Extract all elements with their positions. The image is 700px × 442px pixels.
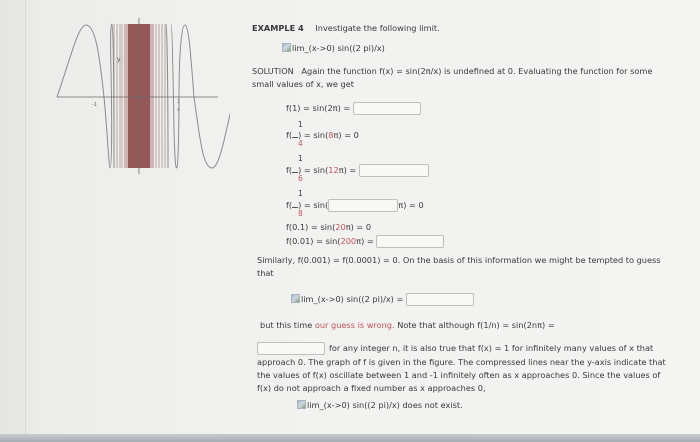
fraction-denominator: 6 (298, 174, 303, 183)
answer-input-sin-2npi[interactable] (257, 342, 325, 355)
pos-tick-label: 1 (177, 99, 181, 105)
conclusion-line-3: approach 0. The graph of f is given in the figure. The compressed lines near the y-axis indicate that (257, 357, 666, 367)
example-heading (252, 23, 440, 33)
similarly-line-1: Similarly, f(0.001) = f(0.0001) = 0. On the basis of this information we might be tempted to guess (257, 255, 661, 265)
solution-label: SOLUTION (252, 66, 294, 76)
broken-image-icon (297, 400, 306, 409)
eval-row-2: f( ) = sin(8π) = 0 (286, 130, 359, 140)
fraction-numerator: 1 (298, 120, 303, 129)
fraction-denominator: 8 (298, 209, 303, 218)
answer-input-sin-200pi[interactable] (376, 235, 444, 248)
answer-input-sin-2pi[interactable] (353, 102, 421, 115)
answer-input-sin-12pi[interactable] (359, 164, 429, 177)
solution-line-1: SOLUTION Again the function f(x) = sin(2π/x) is undefined at 0. Evaluating the function for some (252, 66, 653, 76)
y-axis-label: y (117, 56, 121, 63)
bottom-edge-bar (0, 434, 700, 442)
eval-row-5: f(0.1) = sin(20π) = 0 (286, 222, 372, 232)
example-prompt: Investigate the following limit. (315, 23, 440, 33)
answer-input-limit-guess[interactable] (406, 293, 474, 306)
eval-row-3: f( ) = sin(12π) = (286, 164, 429, 177)
broken-image-icon (282, 43, 291, 52)
conclusion-line-5: f(x) do not approach a fixed number as x approaches 0, (257, 383, 486, 393)
neg-tick-label: -1 (92, 102, 97, 108)
example-label: EXAMPLE 4 (252, 23, 304, 33)
fraction-numerator: 1 (298, 154, 303, 163)
solution-line-2: small values of x, we get (252, 79, 354, 89)
final-statement: lim_(x->0) sin((2 pi)/x) does not exist. (297, 400, 463, 410)
eval-row-4: f( ) = sin( π) = 0 (286, 200, 424, 210)
limit-guess-line: lim_(x->0) sin((2 pi)/x) = (291, 293, 474, 306)
oscillation-band (114, 24, 165, 168)
x-axis-label: x (177, 107, 180, 113)
similarly-line-2: that (257, 268, 274, 278)
conclusion-line-2: for any integer n, it is also true that f(x) = 1 for infinitely many values of x that (257, 342, 653, 355)
sine-graph-figure (40, 10, 230, 180)
conclusion-line-4: the values of f(x) oscillate between 1 and -1 infinitely often as x approaches 0. Since the values of (257, 370, 661, 380)
eval-row-1: f(1) = sin(2π) = (286, 102, 421, 115)
answer-input-sin-coefficient[interactable] (328, 199, 398, 212)
fraction-denominator: 4 (298, 139, 303, 148)
conclusion-line-1: but this time our guess is wrong. Note that although f(1/n) = sin(2nπ) = (260, 320, 555, 330)
limit-expression-1: lim_(x->0) sin((2 pi)/x) (282, 43, 385, 53)
page-margin-line (25, 0, 26, 436)
broken-image-icon (291, 294, 300, 303)
fraction-numerator: 1 (298, 189, 303, 198)
eval-row-6: f(0.01) = sin(200π) = (286, 235, 444, 248)
